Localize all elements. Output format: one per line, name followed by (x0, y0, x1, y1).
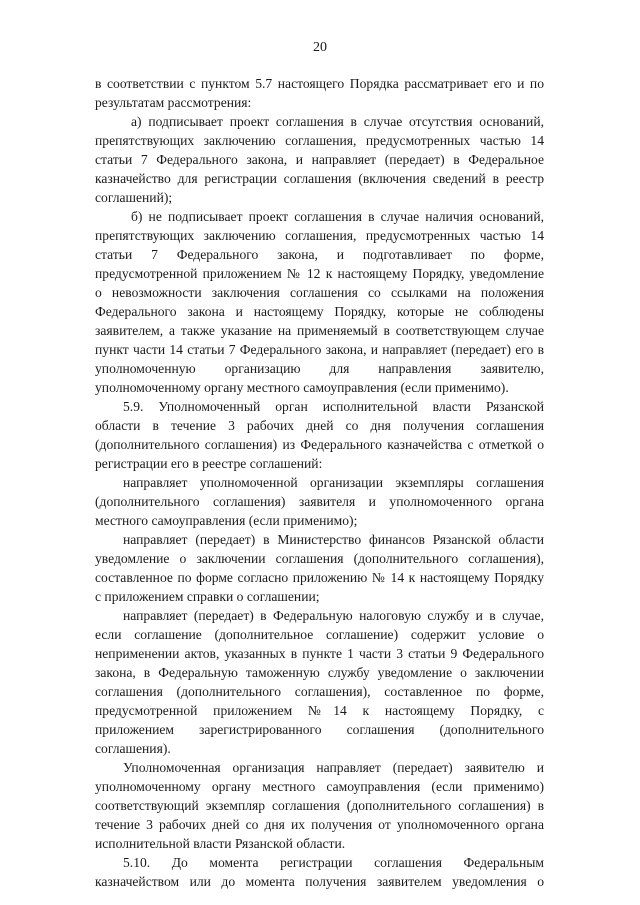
text-line: исполнительной власти Рязанской области. (95, 836, 346, 851)
text-line: результатам рассмотрения: (95, 95, 252, 110)
text-line: соглашений); (95, 190, 173, 205)
text-line: б) не подписывает проект соглашения в случае наличия оснований, (131, 209, 544, 224)
text-line: статьи 7 Федерального закона, и подготавливает по форме, (95, 247, 544, 262)
text-line: уполномоченную организацию для направления заявителю, (95, 361, 544, 376)
text-line: области в течение 3 рабочих дней со дня получения соглашения (95, 418, 544, 433)
text-line: составленное по форме согласно приложению № 14 к настоящему Порядку (95, 570, 544, 585)
text-line: (дополнительного соглашения) из Федерального казначейства с отметкой о (95, 437, 544, 452)
body-text (95, 74, 544, 891)
text-line: направляет (передает) в Федеральную налоговую службу и в случае, (123, 608, 544, 623)
text-line: направляет (передает) в Министерство финансов Рязанской области (123, 532, 544, 547)
text-line: 5.10. До момента регистрации соглашения Федеральным (123, 855, 544, 870)
text-line: предусмотренной приложением №14 к настоящему Порядку, с (95, 703, 544, 718)
text-line: неприменении актов, указанных в пункте 1 части 3 статьи 9 Федерального (95, 646, 544, 661)
text-line: уполномоченному органу местного самоуправления (если применимо). (95, 380, 509, 395)
text-line: препятствующих заключению соглашения, предусмотренных частью 14 (95, 228, 544, 243)
text-line: статьи 7 Федерального закона, и направляет (передает) в Федеральное (95, 152, 544, 167)
text-line: течение 3 рабочих дней со дня их получения от уполномоченного органа (95, 817, 544, 832)
text-line: уполномоченному органу местного самоуправления (если применимо) (95, 779, 544, 794)
text-line: регистрации его в реестре соглашений: (95, 456, 323, 471)
text-line: с приложением справки о соглашении; (95, 589, 320, 604)
text-line: направляет уполномоченной организации экземпляры соглашения (123, 475, 544, 490)
text-line: уведомление о заключении соглашения (дополнительного соглашения), (95, 551, 544, 566)
text-line: соглашения (дополнительного соглашения), составленное по форме, (95, 684, 544, 699)
text-line: (дополнительного соглашения) заявителя и уполномоченного органа (95, 494, 544, 509)
text-line: Федерального закона и настоящему Порядку, которые не соблюдены (95, 304, 544, 319)
text-line: закона, в Федеральную таможенную службу уведомление о заключении (95, 665, 544, 680)
page-number: 20 (313, 40, 327, 55)
text-line: в соответствии с пунктом 5.7 настоящего Порядка рассматривает его и по (95, 76, 544, 91)
text-line: казначейством или до момента получения заявителем уведомления о (95, 874, 544, 889)
text-line: местного самоуправления (если применимо); (95, 513, 358, 528)
text-line: приложением зарегистрированного соглашения (дополнительного (95, 722, 544, 737)
text-line: казначейство для регистрации соглашения (включения сведений в реестр (95, 171, 544, 186)
text-line: о невозможности заключения соглашения со ссылками на положения (95, 285, 544, 300)
text-line: 5.9. Уполномоченный орган исполнительной власти Рязанской (123, 399, 544, 414)
text-line: соответствующий экземпляр соглашения (дополнительного соглашения) в (95, 798, 544, 813)
text-line: заявителем, а также указание на применяемый в соответствующем случае (95, 323, 544, 338)
text-line: предусмотренной приложением № 12 к настоящему Порядку, уведомление (95, 266, 544, 281)
text-line: а) подписывает проект соглашения в случае отсутствия оснований, (131, 114, 544, 129)
text-line: Уполномоченная организация направляет (передает) заявителю и (123, 760, 544, 775)
text-line: соглашения). (95, 741, 171, 756)
text-line: если соглашение (дополнительное соглашение) содержит условие о (95, 627, 544, 642)
text-line: препятствующих заключению соглашения, предусмотренных частью 14 (95, 133, 544, 148)
text-line: пункт части 14 статьи 7 Федерального закона, и направляет (передает) его в (95, 342, 544, 357)
